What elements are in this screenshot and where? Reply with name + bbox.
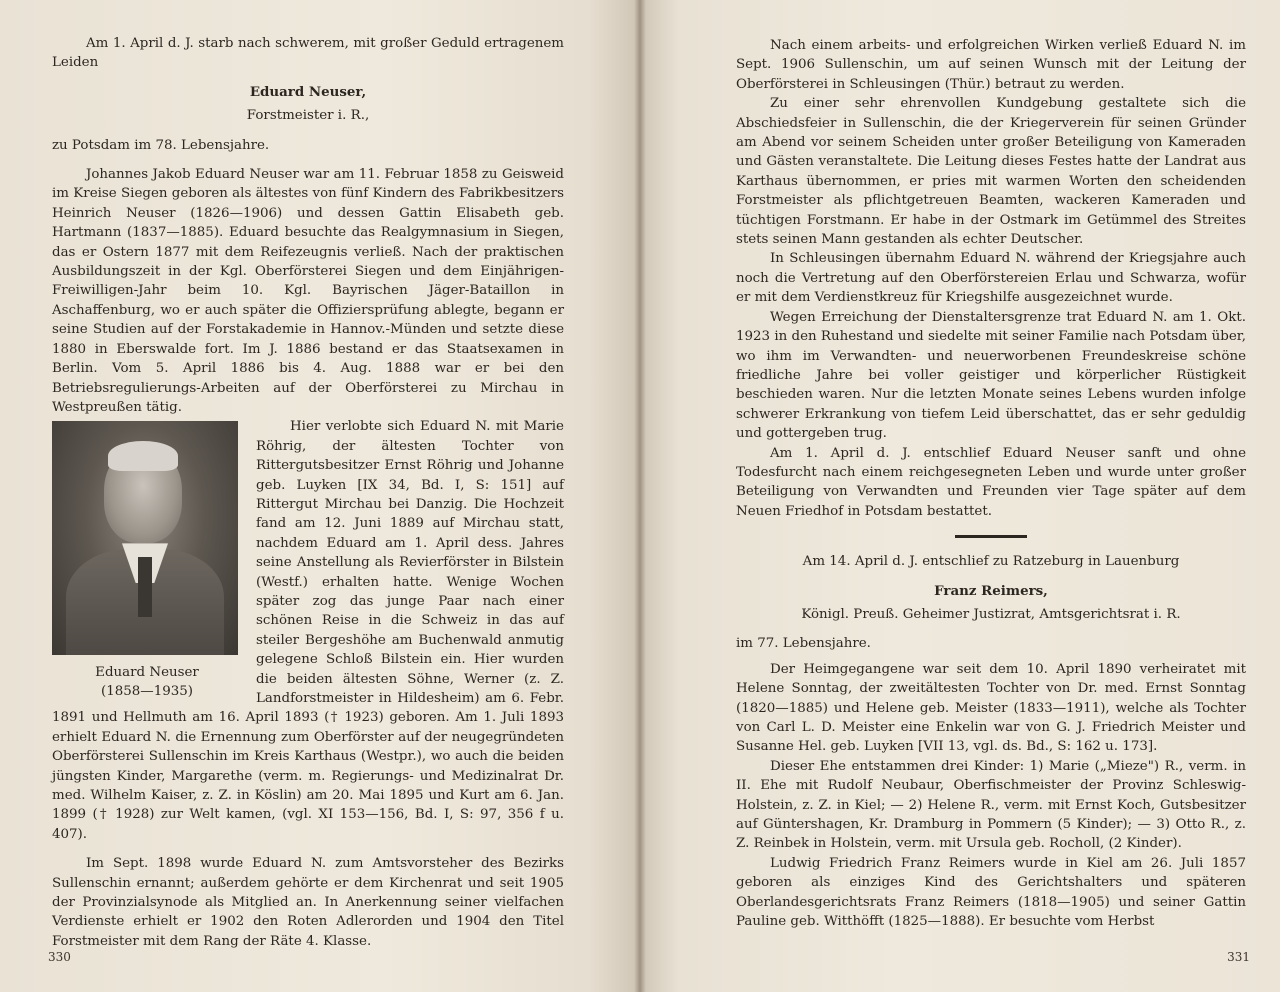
paragraph: Ludwig Friedrich Franz Reimers wurde in Kiel am 26. Juli 1857 geboren als einziges Kind des Gerichtshalters und späteren Oberlandesgerichtsrats Franz Reimers (1818—1905) und seiner Gattin Pauline geb. Witthöfft (1825—1888). Er besuchte vom Herbst: [736, 855, 1246, 930]
paragraph: Der Heimgegangene war seit dem 10. April 1890 verheiratet mit Helene Sonntag, der zweitältesten Tochter von Dr. med. Ernst Sonntag (1820—1885) und Helene geb. Meister (1833—1911), welche als Tochter von Carl L. D. Meister eine Enkelin war von G. J. Friedrich Meister und Susanne Hel. geb. Luyken [VII 13, vgl. ds. Bd., S: 162 u. 173].: [736, 661, 1246, 755]
paragraph: In Schleusingen übernahm Eduard N. während der Kriegsjahre auch noch die Vertretung auf den Oberförstereien Erlau und Schwarza, wofür er mit dem Verdienstkreuz für Kriegshilfe ausgezeichnet wurde.: [736, 251, 1246, 306]
caption-name: Eduard Neuser: [95, 665, 199, 681]
portrait-hair: [108, 441, 178, 471]
deceased-name: Franz Reimers,: [934, 582, 1048, 599]
paragraph: Hier verlobte sich Eduard N. mit Marie Röhrig, der ältesten Tochter von Rittergutsbesitzer Ernst Röhrig und Johanne geb. Luyken [IX 34, Bd. I, S: 151] auf Rittergut Mirchau bei Danzig. Die Hochzeit fand am 12. Juni 1889 auf Mirchau statt, nachdem Eduard am 1. April dess. Jahres seine Anstellung als Revierförster in Bilstein (Westf.) erhalten hatte. Wenige Wochen später zog das junge Paar nach einer schönen Reise in die Schweiz in das auf steiler Bergeshöhe am Buchenwald anmutig gelegene Schloß Bilstein ein. Hier wurden die beiden ältesten Söhne, Werner (z. Z. Landforstmeister in Hildesheim) am 6. Febr. 1891 und Hellmuth am 16. April 1893 († 1923) geboren. Am 1. Juli 1893 erhielt Eduard N. die Ernennung zum Oberförster auf der neugegründeten Oberförsterei Sullenschin im Kreis Karthaus (Westpr.), wo auch die beiden jüngsten Kinder, Margarethe (verm. m. Regierungs- und Medizinalrat Dr. med. Wilhelm Kaiser, z. Z. in Köslin) am 20. Mai 1895 und Kurt am 6. Jan. 1899 († 1928) zur Welt kamen, (vgl. XI 153—156, Bd. I, S: 97, 356 f u. 407).: [52, 419, 564, 842]
paragraph: Am 1. April d. J. entschlief Eduard Neuser sanft und ohne Todesfurcht nach einem reichgesegneten Leben und wurde unter großer Beteiligung von Verwandten und Freunden vier Tage später auf dem Neuen Friedhof in Potsdam bestattet.: [736, 445, 1246, 519]
page-number: 331: [1227, 950, 1250, 964]
deceased-name: Eduard Neuser,: [249, 83, 367, 100]
right-column: [736, 36, 1246, 931]
portrait-photo: [52, 421, 238, 655]
portrait-tie: [138, 557, 152, 617]
obituary-age: im 77. Lebensjahre.: [736, 636, 871, 652]
book-gutter: [634, 0, 646, 992]
right-page: [640, 0, 1280, 992]
obituary-intro: Am 1. April d. J. starb nach schwerem, mit großer Geduld ertragenem Leiden: [52, 36, 564, 71]
obituary-place: zu Potsdam im 78. Lebensjahre.: [52, 137, 270, 153]
section-divider: [955, 535, 1027, 538]
paragraph: Zu einer sehr ehrenvollen Kundgebung gestaltete sich die Abschiedsfeier in Sullenschin, die der Kriegerverein für seinen Gründer am Abend vor seinem Scheiden unter großer Beteiligung von Kameraden und Gästen veranstaltete. Die Leitung dieses Festes hatte der Landrat aus Karthaus übernommen, er pries mit warmen Worten den scheidenden Forstmeister als pflichtgetreuen Beamten, wackeren Kameraden und tüchtigen Forstmann. Er habe in der Ostmark im Getümmel des Streites stets seinen Mann gestanden als echter Deutscher.: [736, 96, 1246, 248]
portrait-caption: [52, 663, 242, 701]
deceased-title: Königl. Preuß. Geheimer Justizrat, Amtsgerichtsrat i. R.: [801, 606, 1181, 622]
left-column: [52, 34, 564, 951]
obituary-intro: Am 14. April d. J. entschlief zu Ratzeburg in Lauenburg: [802, 554, 1180, 570]
caption-years: (1858—1935): [101, 684, 193, 700]
paragraph: Dieser Ehe entstammen drei Kinder: 1) Marie („Mieze") R., verm. in II. Ehe mit Rudolf Neubaur, Oberfischmeister der Provinz Schleswig-Holstein, z. Z. in Kiel; — 2) Helene R., verm. mit Ernst Koch, Gutsbesitzer auf Güntershagen, Kr. Dramburg in Pommern (5 Kinder); — 3) Otto R., z. Z. Reinbek in Holstein, verm. mit Ursula geb. Rocholl, (2 Kinder).: [736, 758, 1246, 852]
paragraph: Nach einem arbeits- und erfolgreichen Wirken verließ Eduard N. im Sept. 1906 Sullenschin, um auf seinen Wunsch mit der Leitung der Oberförsterei in Schleusingen (Thür.) betraut zu werden.: [736, 38, 1246, 92]
page-number: 330: [48, 950, 71, 964]
paragraph: [52, 165, 564, 417]
portrait-figure: [52, 421, 242, 701]
paragraph: Im Sept. 1898 wurde Eduard N. zum Amtsvorsteher des Bezirks Sullenschin ernannt; außerdem gehörte er dem Kirchenrat und seit 1905 der Provinzialsynode als Mitglied an. In Anerkennung seiner vielfachen Verdienste erhielt er 1902 den Roten Adlerorden und 1904 den Titel Forstmeister mit dem Rang der Räte 4. Klasse.: [52, 856, 564, 949]
deceased-title: Forstmeister i. R.,: [246, 108, 370, 124]
paragraph-text: Johannes Jakob Eduard Neuser war am 11. Februar 1858 zu Geisweid im Kreise Siegen geboren als ältestes von fünf Kindern des Fabrikbesitzers Heinrich Neuser (1826—1906) und dessen Gattin Elisabeth geb. Hartmann (1837—1885). Eduard besuchte das Realgymnasium in Siegen, das er Ostern 1877 mit dem Reifezeugnis verließ. Nach der praktischen Ausbildungszeit in der Kgl. Oberförsterei Siegen und dem Einjährigen-Freiwilligen-Jahr beim 10. Kgl. Bayrischen Jäger-Bataillon in Aschaffenburg, wo er auch später die Offiziersprüfung ablegte, begann er seine Studien auf der Forstakademie in Hannov.-Münden und setzte diese 1880 in Eberswalde fort. Im J. 1886 bestand er das Staatsexamen in Berlin. Vom 5. April 1886 bis 4. Aug. 1888 war er bei den Betriebsregulierungs-Arbeiten auf der Oberförsterei zu Mirchau in Westpreußen tätig.: [52, 167, 564, 415]
paragraph: Wegen Erreichung der Dienstaltersgrenze trat Eduard N. am 1. Okt. 1923 in den Ruhestand und siedelte mit seiner Familie nach Potsdam über, wo ihm im Verwandten- und neuerworbenen Freundeskreise schöne friedliche Jahre bei voller geistiger und körperlicher Rüstigkeit beschieden waren. Nur die letzten Monate seines Lebens wurden infolge schwerer Erkrankung von tiefem Leid überschattet, das er sehr geduldig und gottergeben trug.: [736, 309, 1246, 442]
